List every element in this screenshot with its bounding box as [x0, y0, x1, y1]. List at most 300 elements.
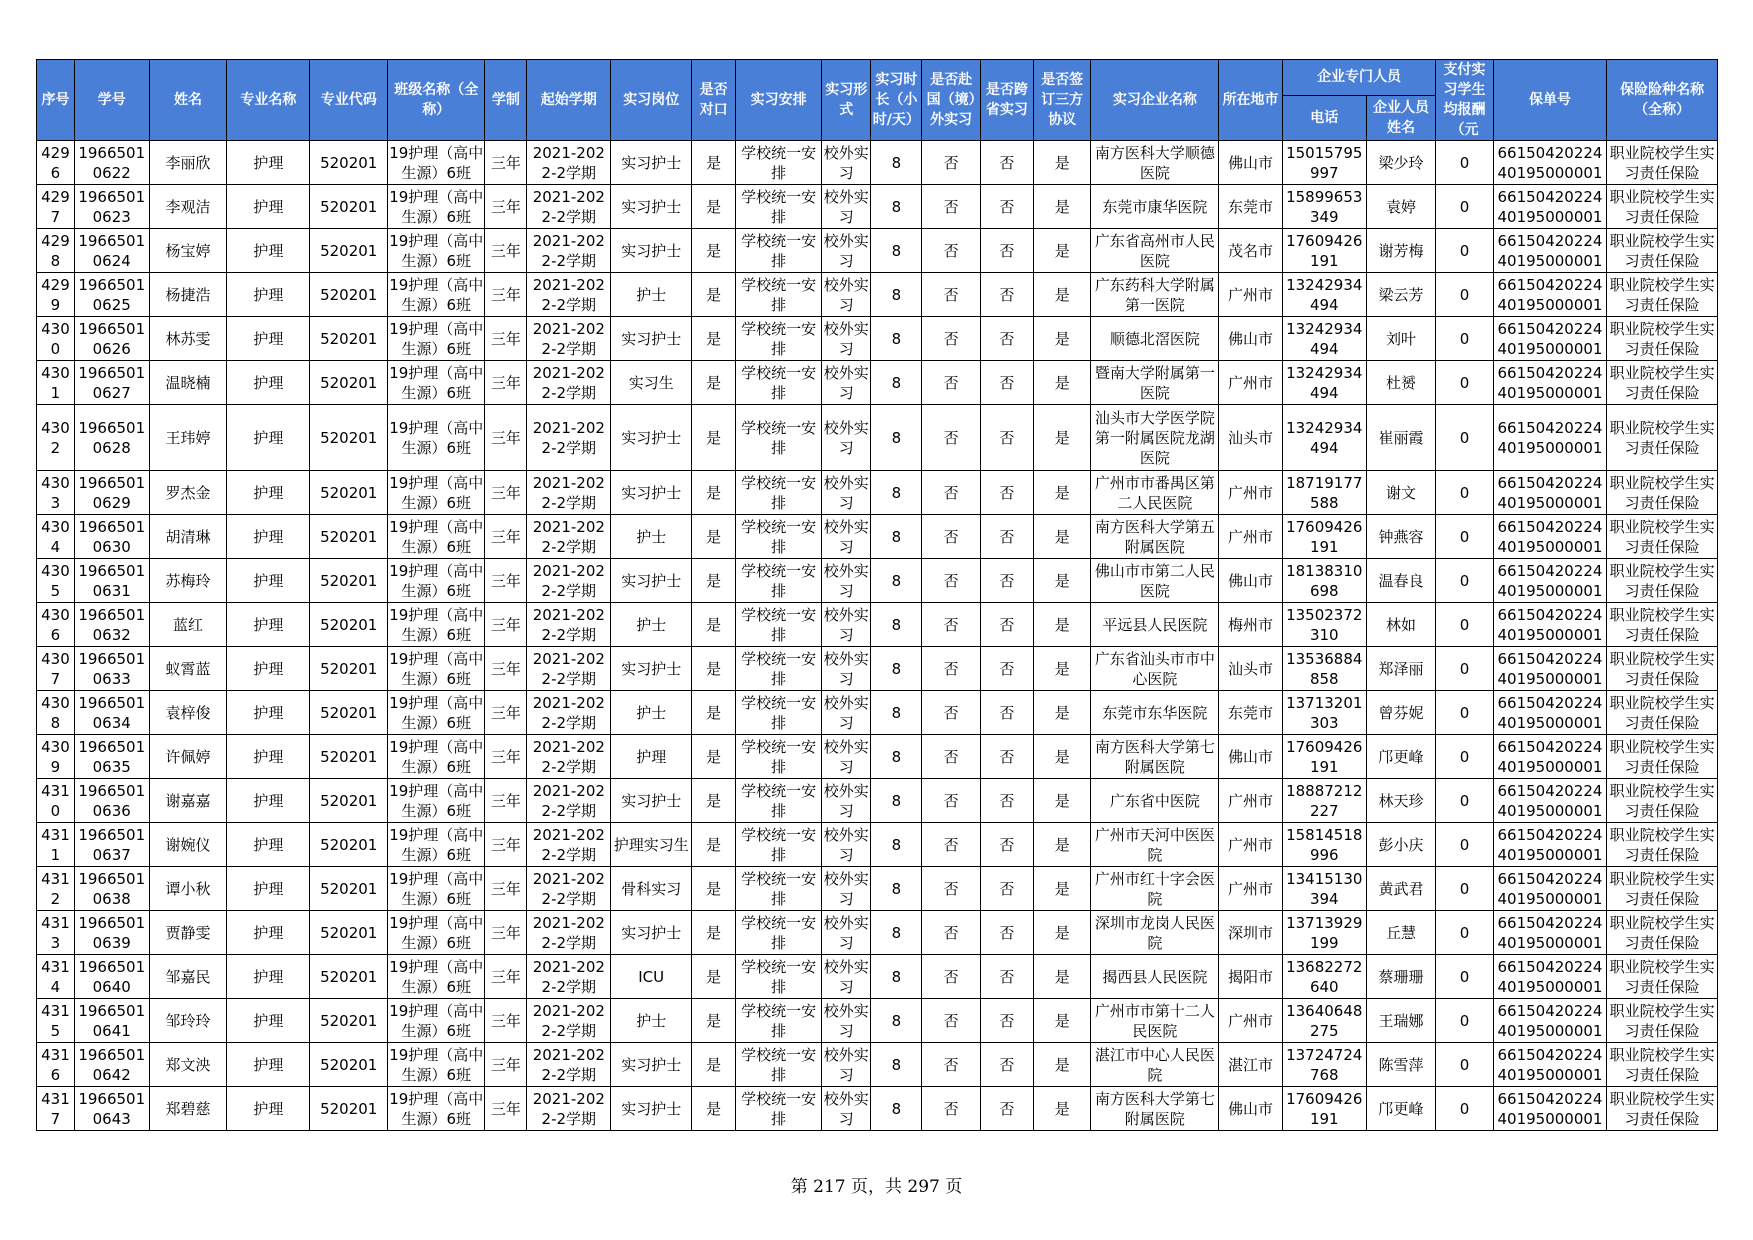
- cell-policy-no: [1493, 1087, 1607, 1131]
- cell-abroad-text: 否: [943, 153, 959, 172]
- cell-contact-name-text: 丘慧: [1386, 923, 1417, 942]
- cell-city-text: 汕头市: [1228, 428, 1274, 447]
- cell-class: [388, 999, 485, 1043]
- cell-cross-province: [980, 647, 1033, 691]
- cell-start-term: [527, 559, 611, 603]
- cell-abroad: [922, 955, 980, 999]
- cell-policy-no-text: 6615042022440195000001: [1497, 1045, 1603, 1084]
- cell-major: [227, 911, 310, 955]
- cell-seq: [37, 647, 75, 691]
- cell-position-text: 护士: [636, 527, 667, 546]
- cell-pay-text: 0: [1459, 879, 1470, 898]
- cell-pay-text: 0: [1459, 571, 1470, 590]
- cell-major: [227, 471, 310, 515]
- cell-major: [227, 823, 310, 867]
- cell-abroad-text: 否: [943, 879, 959, 898]
- cell-city-text: 东莞市: [1228, 197, 1274, 216]
- cell-tripartite-text: 是: [1054, 923, 1070, 942]
- cell-pay: [1436, 405, 1493, 471]
- cell-seq-text: 4314: [41, 957, 70, 996]
- cell-company-text: 佛山市市第二人民医院: [1094, 561, 1215, 600]
- cell-matched-text: 是: [706, 483, 722, 502]
- cell-start-term-text: 2021-2022-2学期: [532, 363, 605, 402]
- cell-abroad-text: 否: [943, 373, 959, 392]
- cell-pay: [1436, 317, 1493, 361]
- cell-tripartite-text: 是: [1054, 483, 1070, 502]
- cell-student-id: [74, 911, 149, 955]
- cell-city: [1219, 515, 1282, 559]
- cell-form-text: 校外实习: [823, 649, 869, 688]
- cell-arrangement: [736, 999, 822, 1043]
- cell-cross-province: [980, 603, 1033, 647]
- cell-arrangement: [736, 691, 822, 735]
- cell-name-text: 谢婉仪: [165, 835, 211, 854]
- cell-cross-province: [980, 1087, 1033, 1131]
- cell-seq: [37, 361, 75, 405]
- header-major: 专业名称: [227, 60, 310, 141]
- cell-form-text: 校外实习: [823, 957, 869, 996]
- cell-insurance: [1607, 603, 1718, 647]
- cell-start-term: [527, 867, 611, 911]
- cell-policy-no: [1493, 185, 1607, 229]
- cell-hours: [871, 735, 922, 779]
- cell-insurance-text: 职业院校学生实习责任保险: [1609, 1089, 1715, 1128]
- cell-cross-province-text: 否: [999, 373, 1015, 392]
- cell-tripartite: [1034, 141, 1091, 185]
- cell-phone: [1282, 185, 1366, 229]
- cell-arrangement: [736, 229, 822, 273]
- cell-major: [227, 1043, 310, 1087]
- cell-matched-text: 是: [706, 1011, 722, 1030]
- cell-student-id: [74, 559, 149, 603]
- cell-start-term-text: 2021-2022-2学期: [532, 1089, 605, 1128]
- cell-position-text: 护士: [636, 703, 667, 722]
- cell-form: [822, 317, 871, 361]
- cell-duration-text: 三年: [490, 703, 521, 722]
- cell-student-id-text: 19665010627: [78, 363, 146, 402]
- cell-hours-text: 8: [891, 747, 902, 766]
- cell-start-term: [527, 229, 611, 273]
- cell-class: [388, 1087, 485, 1131]
- table-row: [37, 1087, 1718, 1131]
- cell-abroad-text: 否: [943, 197, 959, 216]
- cell-contact-name-text: 崔丽霞: [1378, 428, 1424, 447]
- cell-seq-text: 4311: [41, 825, 70, 864]
- cell-hours: [871, 405, 922, 471]
- cell-seq: [37, 867, 75, 911]
- cell-form-text: 校外实习: [823, 737, 869, 776]
- cell-form: [822, 1087, 871, 1131]
- cell-student-id: [74, 735, 149, 779]
- cell-policy-no: [1493, 317, 1607, 361]
- cell-cross-province: [980, 141, 1033, 185]
- cell-major-text: 护理: [253, 373, 284, 392]
- cell-insurance-text: 职业院校学生实习责任保险: [1609, 319, 1715, 358]
- cell-pay: [1436, 735, 1493, 779]
- cell-major-code: [310, 141, 388, 185]
- cell-class-text: 19护理（高中生源）6班: [389, 737, 484, 776]
- cell-phone: [1282, 317, 1366, 361]
- cell-matched-text: 是: [706, 659, 722, 678]
- cell-seq-text: 4304: [41, 517, 70, 556]
- cell-cross-province: [980, 1043, 1033, 1087]
- cell-cross-province: [980, 691, 1033, 735]
- cell-abroad-text: 否: [943, 571, 959, 590]
- cell-insurance-text: 职业院校学生实习责任保险: [1609, 693, 1715, 732]
- header-cross-province: 是否跨省实习: [980, 60, 1033, 141]
- cell-seq: [37, 779, 75, 823]
- cell-class-text: 19护理（高中生源）6班: [389, 1045, 484, 1084]
- cell-abroad: [922, 185, 980, 229]
- cell-duration-text: 三年: [490, 1055, 521, 1074]
- cell-major-text: 护理: [253, 483, 284, 502]
- cell-cross-province-text: 否: [999, 835, 1015, 854]
- cell-policy-no: [1493, 999, 1607, 1043]
- cell-arrangement-text: 学校统一安排: [741, 561, 817, 600]
- cell-hours: [871, 1087, 922, 1131]
- cell-major-text: 护理: [253, 1099, 284, 1118]
- cell-insurance: [1607, 273, 1718, 317]
- cell-student-id: [74, 361, 149, 405]
- cell-start-term: [527, 317, 611, 361]
- cell-hours-text: 8: [891, 197, 902, 216]
- cell-matched: [692, 229, 736, 273]
- cell-student-id-text: 19665010625: [78, 275, 146, 314]
- cell-phone: [1282, 911, 1366, 955]
- cell-form: [822, 603, 871, 647]
- cell-major-code-text: 520201: [320, 923, 378, 942]
- cell-seq: [37, 823, 75, 867]
- cell-insurance: [1607, 141, 1718, 185]
- cell-cross-province-text: 否: [999, 923, 1015, 942]
- cell-phone: [1282, 691, 1366, 735]
- cell-hours: [871, 779, 922, 823]
- cell-city: [1219, 361, 1282, 405]
- cell-form-text: 校外实习: [823, 363, 869, 402]
- cell-arrangement-text: 学校统一安排: [741, 957, 817, 996]
- cell-class: [388, 911, 485, 955]
- cell-insurance: [1607, 405, 1718, 471]
- cell-name: [149, 405, 227, 471]
- cell-duration-text: 三年: [490, 285, 521, 304]
- cell-student-id: [74, 647, 149, 691]
- cell-position: [611, 1043, 692, 1087]
- cell-major-code-text: 520201: [320, 1099, 378, 1118]
- cell-pay-text: 0: [1459, 153, 1470, 172]
- cell-form: [822, 779, 871, 823]
- cell-policy-no-text: 6615042022440195000001: [1497, 275, 1603, 314]
- cell-city-text: 佛山市: [1228, 153, 1274, 172]
- cell-name: [149, 779, 227, 823]
- cell-contact-name: [1366, 999, 1436, 1043]
- cell-pay-text: 0: [1459, 329, 1470, 348]
- table-row: [37, 361, 1718, 405]
- cell-matched-text: 是: [706, 241, 722, 260]
- cell-arrangement: [736, 361, 822, 405]
- header-abroad: 是否赴国（境）外实习: [922, 60, 980, 141]
- cell-name: [149, 559, 227, 603]
- cell-tripartite-text: 是: [1054, 241, 1070, 260]
- cell-class: [388, 1043, 485, 1087]
- cell-company-text: 南方医科大学第五附属医院: [1094, 517, 1215, 556]
- cell-abroad: [922, 823, 980, 867]
- cell-matched-text: 是: [706, 373, 722, 392]
- cell-major-text: 护理: [253, 967, 284, 986]
- cell-hours-text: 8: [891, 703, 902, 722]
- cell-form-text: 校外实习: [823, 319, 869, 358]
- cell-policy-no: [1493, 603, 1607, 647]
- cell-contact-name: [1366, 229, 1436, 273]
- cell-contact-name-text: 袁婷: [1386, 197, 1417, 216]
- table-row: [37, 471, 1718, 515]
- cell-form: [822, 559, 871, 603]
- cell-position-text: 护士: [636, 285, 667, 304]
- cell-city: [1219, 911, 1282, 955]
- cell-major-code-text: 520201: [320, 197, 378, 216]
- cell-company: [1091, 405, 1219, 471]
- cell-major-code: [310, 955, 388, 999]
- table-row: [37, 823, 1718, 867]
- cell-pay: [1436, 779, 1493, 823]
- cell-city: [1219, 1043, 1282, 1087]
- cell-insurance-text: 职业院校学生实习责任保险: [1609, 869, 1715, 908]
- cell-pay: [1436, 603, 1493, 647]
- cell-contact-name: [1366, 405, 1436, 471]
- cell-arrangement-text: 学校统一安排: [741, 473, 817, 512]
- cell-start-term-text: 2021-2022-2学期: [532, 418, 605, 457]
- header-position: 实习岗位: [611, 60, 692, 141]
- cell-class-text: 19护理（高中生源）6班: [389, 418, 484, 457]
- cell-city-text: 梅州市: [1228, 615, 1274, 634]
- cell-duration: [485, 999, 527, 1043]
- cell-policy-no-text: 6615042022440195000001: [1497, 418, 1603, 457]
- cell-form-text: 校外实习: [823, 913, 869, 952]
- cell-form-text: 校外实习: [823, 473, 869, 512]
- cell-phone-text: 15015795997: [1286, 143, 1363, 182]
- cell-student-id-text: 19665010629: [78, 473, 146, 512]
- cell-policy-no: [1493, 515, 1607, 559]
- cell-arrangement: [736, 647, 822, 691]
- cell-city: [1219, 647, 1282, 691]
- cell-policy-no-text: 6615042022440195000001: [1497, 649, 1603, 688]
- cell-major-code: [310, 185, 388, 229]
- cell-name-text: 蚁霄蓝: [165, 659, 211, 678]
- cell-major-code: [310, 273, 388, 317]
- cell-tripartite: [1034, 779, 1091, 823]
- cell-policy-no: [1493, 867, 1607, 911]
- cell-company: [1091, 317, 1219, 361]
- cell-insurance-text: 职业院校学生实习责任保险: [1609, 913, 1715, 952]
- cell-arrangement: [736, 185, 822, 229]
- cell-company-text: 广州市市第十二人民医院: [1094, 1001, 1215, 1040]
- cell-tripartite-text: 是: [1054, 527, 1070, 546]
- cell-duration: [485, 603, 527, 647]
- cell-student-id-text: 19665010641: [78, 1001, 146, 1040]
- cell-position: [611, 999, 692, 1043]
- cell-arrangement: [736, 735, 822, 779]
- cell-contact-name: [1366, 185, 1436, 229]
- cell-pay: [1436, 823, 1493, 867]
- cell-pay-text: 0: [1459, 1011, 1470, 1030]
- cell-position-text: ICU: [638, 967, 665, 986]
- cell-student-id-text: 19665010630: [78, 517, 146, 556]
- cell-position: [611, 779, 692, 823]
- cell-tripartite-text: 是: [1054, 791, 1070, 810]
- cell-city-text: 茂名市: [1228, 241, 1274, 260]
- header-student-id: 学号: [74, 60, 149, 141]
- cell-major-text: 护理: [253, 747, 284, 766]
- cell-seq: [37, 229, 75, 273]
- cell-student-id: [74, 867, 149, 911]
- cell-contact-name: [1366, 317, 1436, 361]
- cell-arrangement-text: 学校统一安排: [741, 231, 817, 270]
- cell-pay-text: 0: [1459, 373, 1470, 392]
- cell-major: [227, 273, 310, 317]
- cell-arrangement-text: 学校统一安排: [741, 187, 817, 226]
- cell-student-id-text: 19665010624: [78, 231, 146, 270]
- cell-cross-province: [980, 999, 1033, 1043]
- cell-duration-text: 三年: [490, 659, 521, 678]
- cell-major: [227, 185, 310, 229]
- cell-arrangement-text: 学校统一安排: [741, 825, 817, 864]
- cell-seq-text: 4297: [41, 187, 70, 226]
- cell-pay: [1436, 911, 1493, 955]
- cell-policy-no: [1493, 471, 1607, 515]
- cell-policy-no-text: 6615042022440195000001: [1497, 473, 1603, 512]
- cell-insurance-text: 职业院校学生实习责任保险: [1609, 363, 1715, 402]
- cell-contact-name-text: 林如: [1386, 615, 1417, 634]
- cell-matched: [692, 405, 736, 471]
- cell-class: [388, 647, 485, 691]
- cell-city-text: 广州市: [1228, 879, 1274, 898]
- cell-company: [1091, 603, 1219, 647]
- cell-matched: [692, 471, 736, 515]
- cell-major-text: 护理: [253, 923, 284, 942]
- cell-major: [227, 1087, 310, 1131]
- cell-tripartite: [1034, 1043, 1091, 1087]
- cell-name-text: 袁梓俊: [165, 703, 211, 722]
- cell-duration-text: 三年: [490, 571, 521, 590]
- cell-major-text: 护理: [253, 329, 284, 348]
- header-duration: 学制: [485, 60, 527, 141]
- cell-major-code-text: 520201: [320, 527, 378, 546]
- cell-matched-text: 是: [706, 747, 722, 766]
- table-row: [37, 603, 1718, 647]
- cell-tripartite: [1034, 999, 1091, 1043]
- cell-position-text: 实习护士: [621, 241, 682, 260]
- cell-insurance: [1607, 361, 1718, 405]
- cell-major-code-text: 520201: [320, 835, 378, 854]
- cell-arrangement: [736, 141, 822, 185]
- cell-contact-name: [1366, 779, 1436, 823]
- cell-abroad: [922, 273, 980, 317]
- cell-city-text: 深圳市: [1228, 923, 1274, 942]
- cell-abroad: [922, 361, 980, 405]
- cell-duration: [485, 185, 527, 229]
- cell-cross-province-text: 否: [999, 879, 1015, 898]
- cell-company: [1091, 559, 1219, 603]
- cell-company: [1091, 691, 1219, 735]
- cell-arrangement-text: 学校统一安排: [741, 913, 817, 952]
- cell-phone-text: 15814518996: [1286, 825, 1363, 864]
- cell-company-text: 南方医科大学顺德医院: [1094, 143, 1215, 182]
- cell-company: [1091, 867, 1219, 911]
- header-seq: 序号: [37, 60, 75, 141]
- cell-seq-text: 4305: [41, 561, 70, 600]
- cell-matched: [692, 361, 736, 405]
- cell-abroad: [922, 317, 980, 361]
- cell-matched-text: 是: [706, 571, 722, 590]
- cell-form: [822, 229, 871, 273]
- cell-abroad-text: 否: [943, 835, 959, 854]
- cell-start-term-text: 2021-2022-2学期: [532, 781, 605, 820]
- cell-matched-text: 是: [706, 615, 722, 634]
- cell-hours-text: 8: [891, 659, 902, 678]
- cell-phone: [1282, 141, 1366, 185]
- cell-matched: [692, 823, 736, 867]
- cell-position: [611, 603, 692, 647]
- cell-name: [149, 647, 227, 691]
- cell-seq-text: 4299: [41, 275, 70, 314]
- cell-arrangement-text: 学校统一安排: [741, 275, 817, 314]
- cell-abroad: [922, 471, 980, 515]
- cell-major-code-text: 520201: [320, 373, 378, 392]
- cell-duration: [485, 691, 527, 735]
- cell-major-code: [310, 603, 388, 647]
- cell-position-text: 实习护士: [621, 1099, 682, 1118]
- cell-form: [822, 273, 871, 317]
- cell-form-text: 校外实习: [823, 187, 869, 226]
- cell-start-term: [527, 1043, 611, 1087]
- table-row: [37, 185, 1718, 229]
- cell-major-code: [310, 471, 388, 515]
- cell-company: [1091, 1043, 1219, 1087]
- cell-duration-text: 三年: [490, 1099, 521, 1118]
- cell-major-text: 护理: [253, 241, 284, 260]
- cell-contact-name-text: 梁云芳: [1378, 285, 1424, 304]
- cell-major-code: [310, 735, 388, 779]
- cell-pay: [1436, 141, 1493, 185]
- cell-major-code-text: 520201: [320, 428, 378, 447]
- cell-duration: [485, 647, 527, 691]
- cell-contact-name-text: 温春良: [1378, 571, 1424, 590]
- cell-form: [822, 361, 871, 405]
- cell-start-term: [527, 273, 611, 317]
- cell-city: [1219, 955, 1282, 999]
- cell-class-text: 19护理（高中生源）6班: [389, 825, 484, 864]
- internship-table: [36, 59, 1718, 1131]
- cell-hours-text: 8: [891, 329, 902, 348]
- cell-duration-text: 三年: [490, 967, 521, 986]
- cell-duration: [485, 361, 527, 405]
- cell-policy-no-text: 6615042022440195000001: [1497, 143, 1603, 182]
- cell-student-id-text: 19665010633: [78, 649, 146, 688]
- cell-cross-province: [980, 273, 1033, 317]
- cell-insurance-text: 职业院校学生实习责任保险: [1609, 605, 1715, 644]
- cell-phone-text: 13536884858: [1286, 649, 1363, 688]
- cell-insurance-text: 职业院校学生实习责任保险: [1609, 649, 1715, 688]
- cell-seq-text: 4309: [41, 737, 70, 776]
- cell-phone-text: 17609426191: [1286, 231, 1363, 270]
- cell-class-text: 19护理（高中生源）6班: [389, 649, 484, 688]
- cell-major-text: 护理: [253, 571, 284, 590]
- cell-abroad: [922, 735, 980, 779]
- cell-phone-text: 13242934494: [1286, 363, 1363, 402]
- cell-student-id: [74, 1087, 149, 1131]
- cell-company-text: 平远县人民医院: [1102, 615, 1208, 634]
- cell-policy-no: [1493, 559, 1607, 603]
- cell-hours-text: 8: [891, 967, 902, 986]
